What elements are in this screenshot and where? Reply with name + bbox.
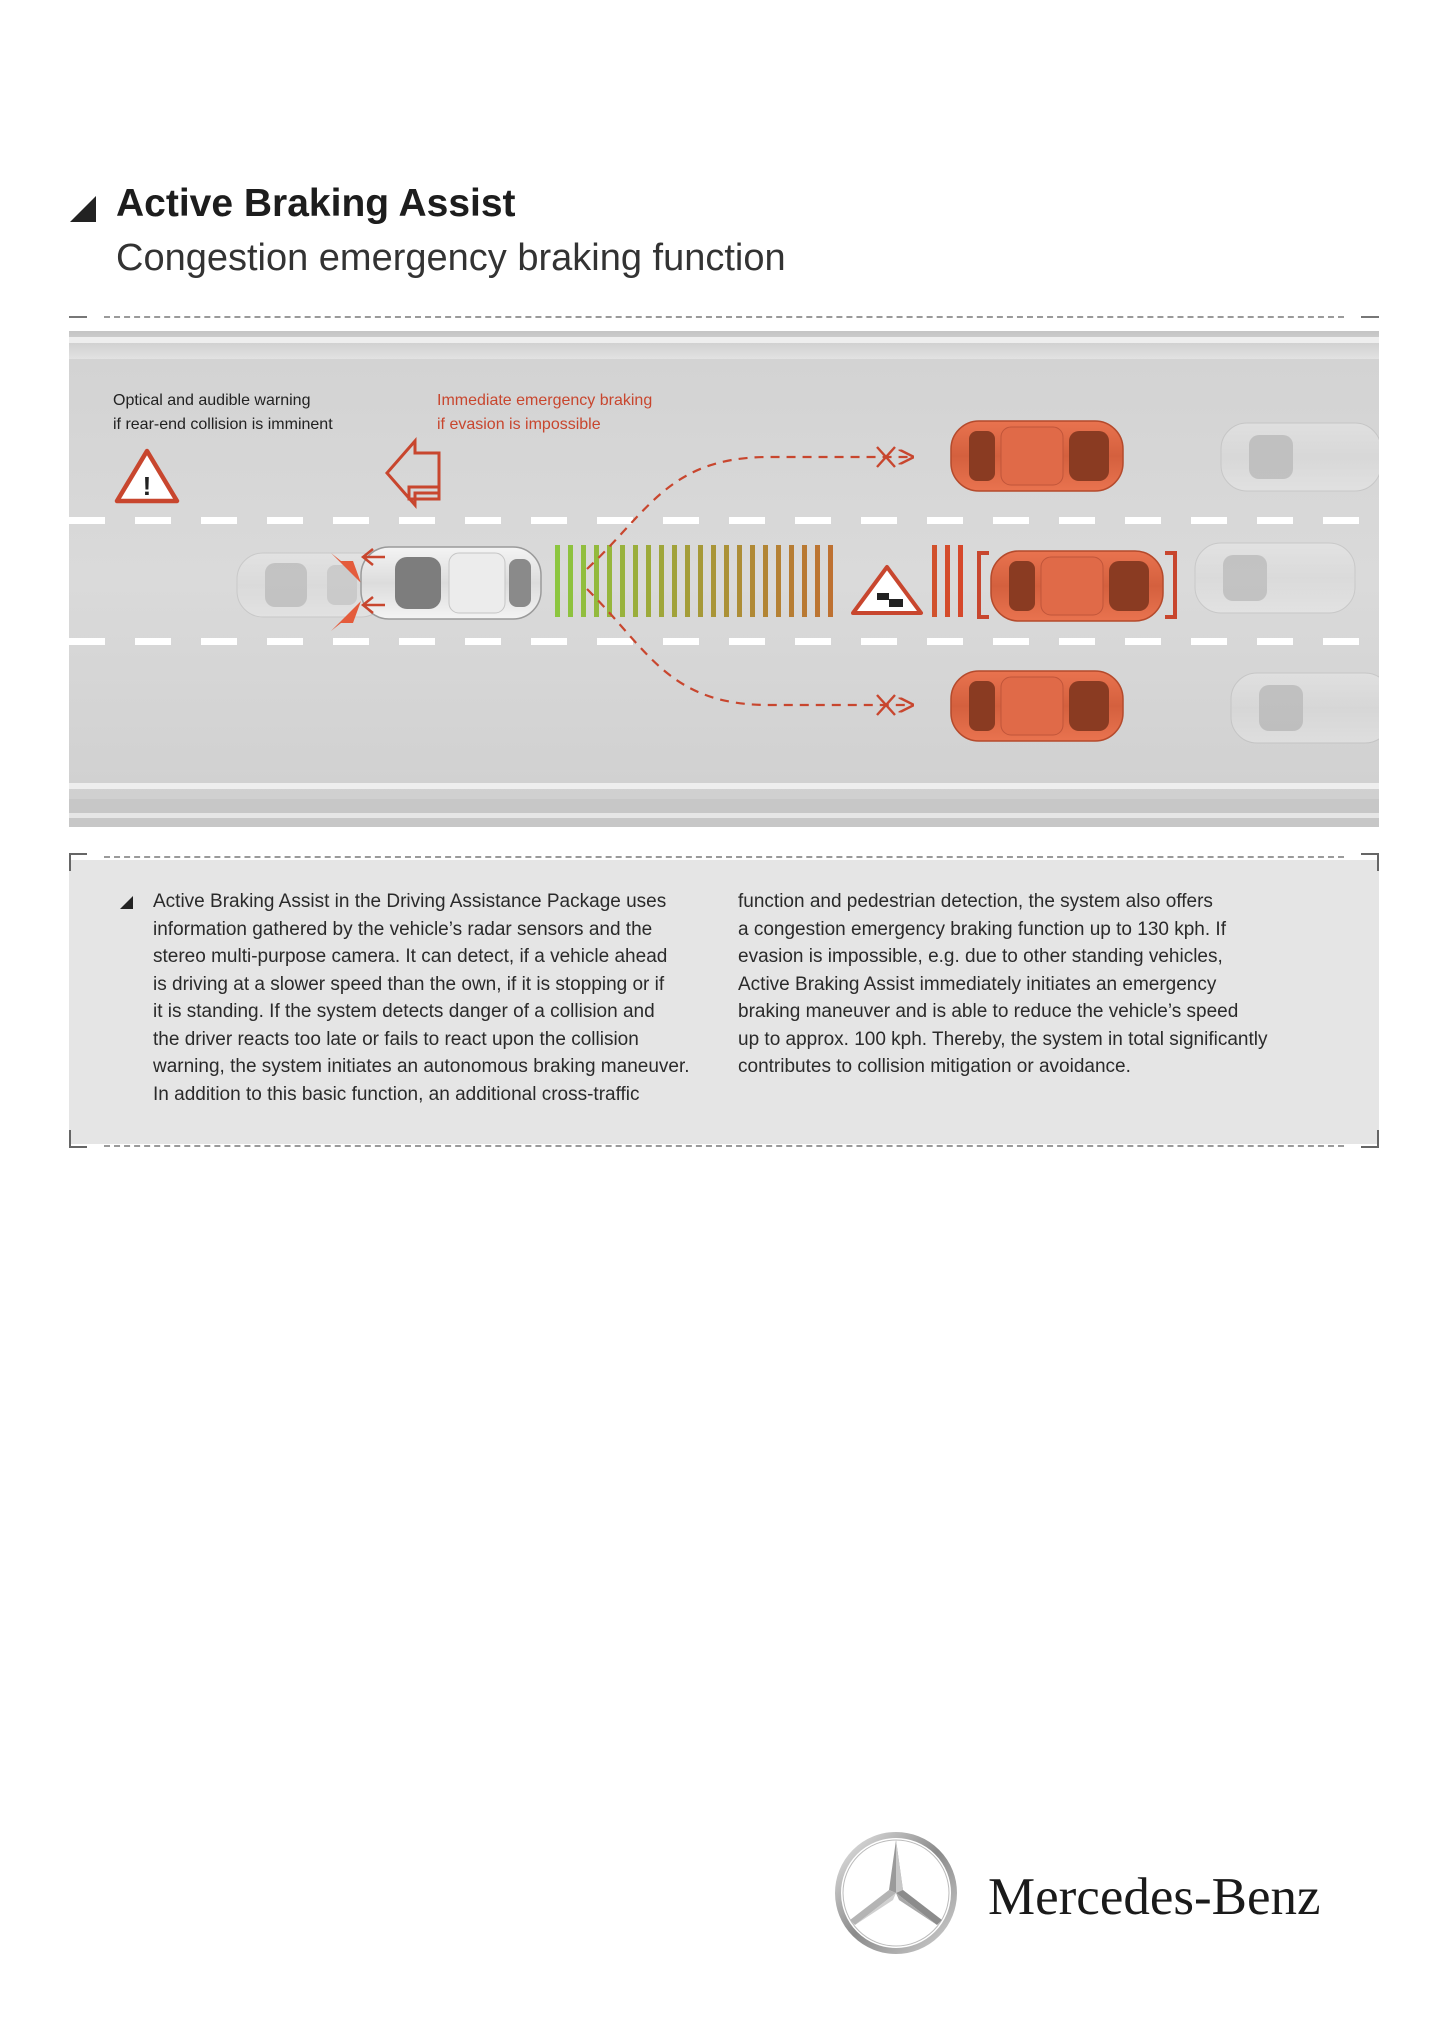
lane-dash xyxy=(1323,638,1359,645)
radar-stripe xyxy=(685,545,690,617)
info-line: evasion is impossible, e.g. due to other standing vehicles, xyxy=(738,946,1223,967)
lane-dash xyxy=(201,638,237,645)
lane-dash xyxy=(69,517,105,524)
target-car-bottom xyxy=(951,671,1123,741)
lane-dash xyxy=(1059,517,1095,524)
radar-stripe xyxy=(607,545,612,617)
radar-stripe xyxy=(672,545,677,617)
radar-stripe xyxy=(828,545,833,617)
lane-dash xyxy=(1125,517,1161,524)
info-column-right xyxy=(738,888,1267,1081)
lane-dash xyxy=(1257,517,1293,524)
lane-dash xyxy=(729,517,765,524)
radar-stripe xyxy=(932,545,937,617)
brand-wordmark: Mercedes-Benz xyxy=(988,1868,1321,1926)
warning-label-line1: Optical and audible warning xyxy=(113,392,311,409)
info-line: contributes to collision mitigation or avoidance. xyxy=(738,1056,1131,1077)
info-bullet-icon xyxy=(120,896,133,909)
info-line: warning, the system initiates an autonomous braking maneuver. xyxy=(153,1056,690,1077)
mercedes-star-logo-icon xyxy=(833,1830,959,1956)
radar-stripe xyxy=(945,545,950,617)
info-column-left xyxy=(153,888,690,1108)
radar-stripe xyxy=(776,545,781,617)
info-line: braking maneuver and is able to reduce the vehicle’s speed xyxy=(738,1001,1239,1022)
info-line: the driver reacts too late or fails to react upon the collision xyxy=(153,1028,639,1050)
lane-dash xyxy=(465,517,501,524)
info-line: a congestion emergency braking function up to 130 kph. If xyxy=(738,918,1226,940)
page-title: Active Braking Assist xyxy=(116,182,516,225)
ghost-car-top-right xyxy=(1221,423,1379,491)
info-line: stereo multi-purpose camera. It can detect, if a vehicle ahead xyxy=(153,946,668,967)
target-car-center xyxy=(991,551,1163,621)
lane-dash xyxy=(531,517,567,524)
braking-label-line1: Immediate emergency braking xyxy=(437,392,653,409)
lane-dash xyxy=(135,638,171,645)
info-line: function and pedestrian detection, the system also offers xyxy=(738,891,1213,912)
separator-tick-right xyxy=(1361,316,1379,318)
lane-dash xyxy=(267,517,303,524)
lane-dash xyxy=(993,517,1029,524)
radar-stripe xyxy=(659,545,664,617)
lane-dash xyxy=(597,517,633,524)
lane-dash xyxy=(333,638,369,645)
lane-dash xyxy=(135,517,171,524)
lane-dash xyxy=(729,638,765,645)
title-triangle-icon xyxy=(70,196,96,222)
radar-stripe xyxy=(750,545,755,617)
lane-dash xyxy=(399,517,435,524)
radar-stripe xyxy=(815,545,820,617)
radar-stripe xyxy=(620,545,625,617)
svg-text:!: ! xyxy=(142,471,152,501)
radar-stripe xyxy=(698,545,703,617)
radar-stripe xyxy=(594,545,599,617)
lane-dash xyxy=(993,638,1029,645)
target-car-top xyxy=(951,421,1123,491)
radar-stripe xyxy=(555,545,560,617)
lane-dash xyxy=(1125,638,1161,645)
info-line: information gathered by the vehicle’s radar sensors and the xyxy=(153,918,653,940)
info-line: it is standing. If the system detects danger of a collision and xyxy=(153,1001,655,1022)
radar-stripe xyxy=(958,545,963,617)
separator-tick-left xyxy=(69,316,87,318)
lane-dash xyxy=(861,517,897,524)
lane-dash xyxy=(1323,517,1359,524)
lane-dash xyxy=(663,517,699,524)
separator-dashed xyxy=(104,316,1344,318)
lane-dash xyxy=(663,638,699,645)
lane-dash xyxy=(1191,638,1227,645)
lane-dash xyxy=(795,517,831,524)
radar-stripe xyxy=(646,545,651,617)
lane-dash xyxy=(927,638,963,645)
lane-dash xyxy=(1191,517,1227,524)
info-top-dashes xyxy=(104,856,1344,858)
info-line: Active Braking Assist in the Driving Assistance Package uses xyxy=(153,891,667,912)
radar-stripe xyxy=(789,545,794,617)
ghost-car-mid-right xyxy=(1195,543,1355,613)
info-line: Active Braking Assist immediately initiates an emergency xyxy=(738,973,1217,995)
lane-dash xyxy=(531,638,567,645)
radar-stripe xyxy=(711,545,716,617)
radar-stripe xyxy=(724,545,729,617)
radar-stripe xyxy=(633,545,638,617)
info-bottom-dashes xyxy=(104,1145,1344,1147)
corner-top-right xyxy=(1361,853,1379,871)
lane-dash xyxy=(795,638,831,645)
info-line: up to approx. 100 kph. Thereby, the system in total significantly xyxy=(738,1028,1268,1050)
lane-dash xyxy=(333,517,369,524)
radar-stripe xyxy=(581,545,586,617)
lane-dash xyxy=(399,638,435,645)
lane-dash xyxy=(927,517,963,524)
braking-label-line2: if evasion is impossible xyxy=(437,416,601,433)
radar-stripe xyxy=(737,545,742,617)
lane-dash xyxy=(1257,638,1293,645)
info-line: In addition to this basic function, an additional cross-traffic xyxy=(153,1083,640,1105)
lane-dash xyxy=(1059,638,1095,645)
ghost-car-bottom-right xyxy=(1231,673,1379,743)
warning-label-line2: if rear-end collision is imminent xyxy=(113,416,333,433)
radar-stripe xyxy=(763,545,768,617)
info-line: is driving at a slower speed than the own, if it is stopping or if xyxy=(153,973,665,995)
corner-top-left xyxy=(69,853,87,871)
radar-stripe xyxy=(802,545,807,617)
lane-dash xyxy=(267,638,303,645)
lane-dash xyxy=(465,638,501,645)
corner-bottom-right xyxy=(1361,1130,1379,1148)
lane-dash xyxy=(861,638,897,645)
radar-stripe xyxy=(568,545,573,617)
lane-dash xyxy=(201,517,237,524)
lane-dash xyxy=(597,638,633,645)
corner-bottom-left xyxy=(69,1130,87,1148)
braking-diagram xyxy=(69,331,1379,827)
page-subtitle: Congestion emergency braking function xyxy=(116,237,786,279)
lane-dash xyxy=(69,638,105,645)
